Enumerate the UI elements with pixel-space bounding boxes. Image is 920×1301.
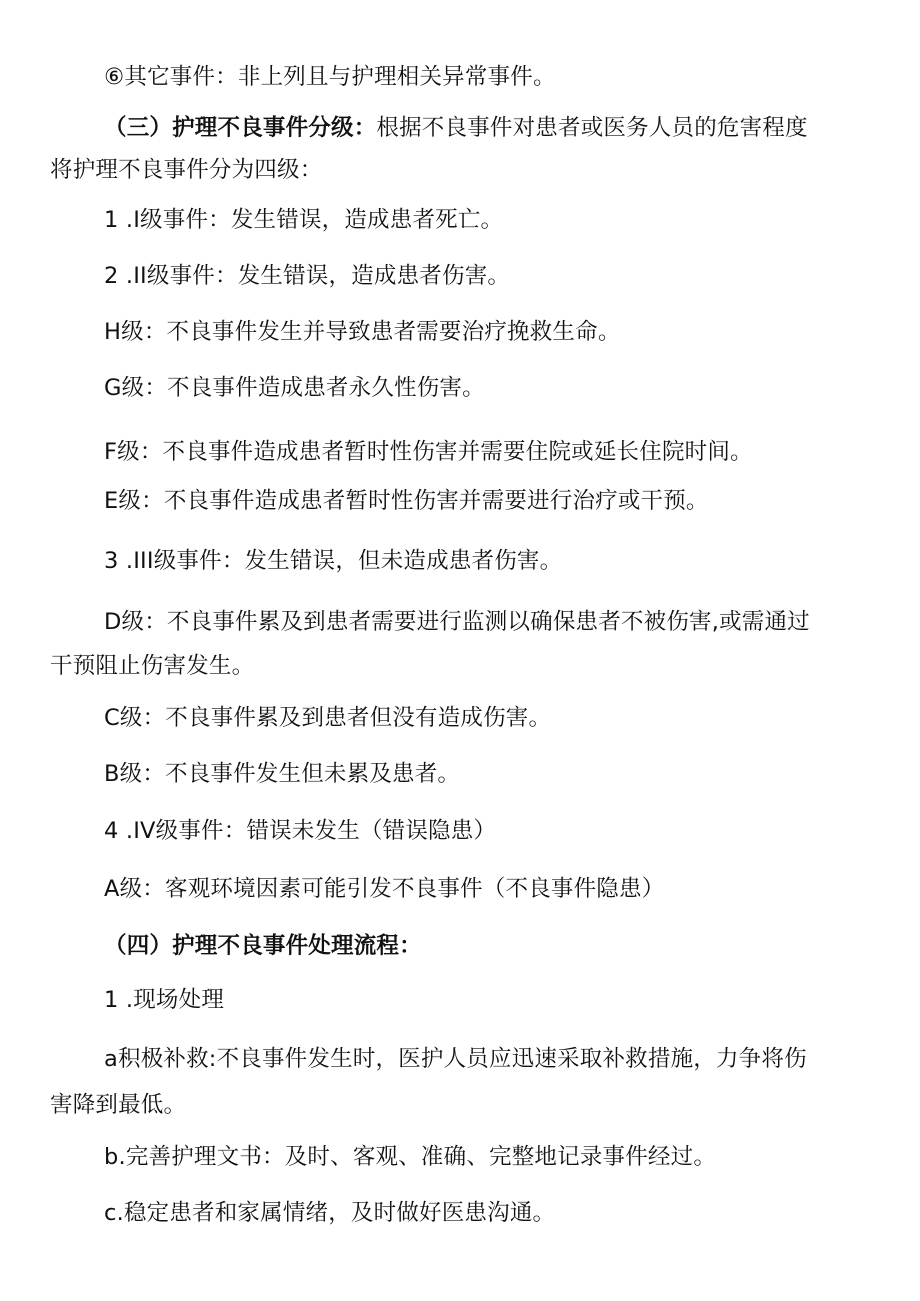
grade-d-line2: 干预阻止伤害发生。 — [50, 653, 255, 679]
section3-text-line2: 将护理不良事件分为四级： — [50, 157, 323, 183]
step1-item: 1 .现场处理 — [104, 987, 225, 1013]
item-a-line1: a积极补救:不良事件发生时，医护人员应迅速采取补救措施，力争将伤 — [104, 1046, 807, 1072]
level1-item: 1 .I级事件：发生错误，造成患者死亡。 — [104, 207, 504, 233]
grade-d-line1: D级：不良事件累及到患者需要进行监测以确保患者不被伤害,或需通过 — [104, 609, 810, 635]
section3-paragraph-line1 — [104, 113, 808, 143]
grade-e-item: E级：不良事件造成患者暂时性伤害并需要进行治疗或干预。 — [104, 488, 709, 514]
grade-c-item: C级：不良事件累及到患者但没有造成伤害。 — [104, 705, 552, 731]
section3-heading: （三）护理不良事件分级： — [104, 115, 377, 141]
level2-item: 2 .II级事件：发生错误，造成患者伤害。 — [104, 263, 511, 289]
grade-a-item: A级：客观环境因素可能引发不良事件（不良事件隐患） — [104, 876, 665, 902]
grade-f-item: F级：不良事件造成患者暂时性伤害并需要住院或延长住院时间。 — [104, 439, 753, 465]
item-c: c.稳定患者和家属情绪，及时做好医患沟通。 — [104, 1200, 556, 1226]
level4-item: 4 .IV级事件：错误未发生（错误隐患） — [104, 818, 497, 844]
grade-h-item: H级：不良事件发生并导致患者需要治疗挽救生命。 — [104, 319, 621, 345]
item-a-line2: 害降到最低。 — [50, 1092, 187, 1118]
section4-heading: （四）护理不良事件处理流程： — [104, 933, 422, 959]
other-events-paragraph: ⑥其它事件：非上列且与护理相关异常事件。 — [104, 64, 556, 90]
grade-b-item: B级：不良事件发生但未累及患者。 — [104, 761, 461, 787]
item-b: b.完善护理文书：及时、客观、准确、完整地记录事件经过。 — [104, 1144, 717, 1170]
grade-g-item: G级：不良事件造成患者永久性伤害。 — [104, 375, 485, 401]
section3-text-line1: 根据不良事件对患者或医务人员的危害程度 — [376, 115, 808, 141]
level3-item: 3 .III级事件：发生错误，但未造成患者伤害。 — [104, 548, 563, 574]
